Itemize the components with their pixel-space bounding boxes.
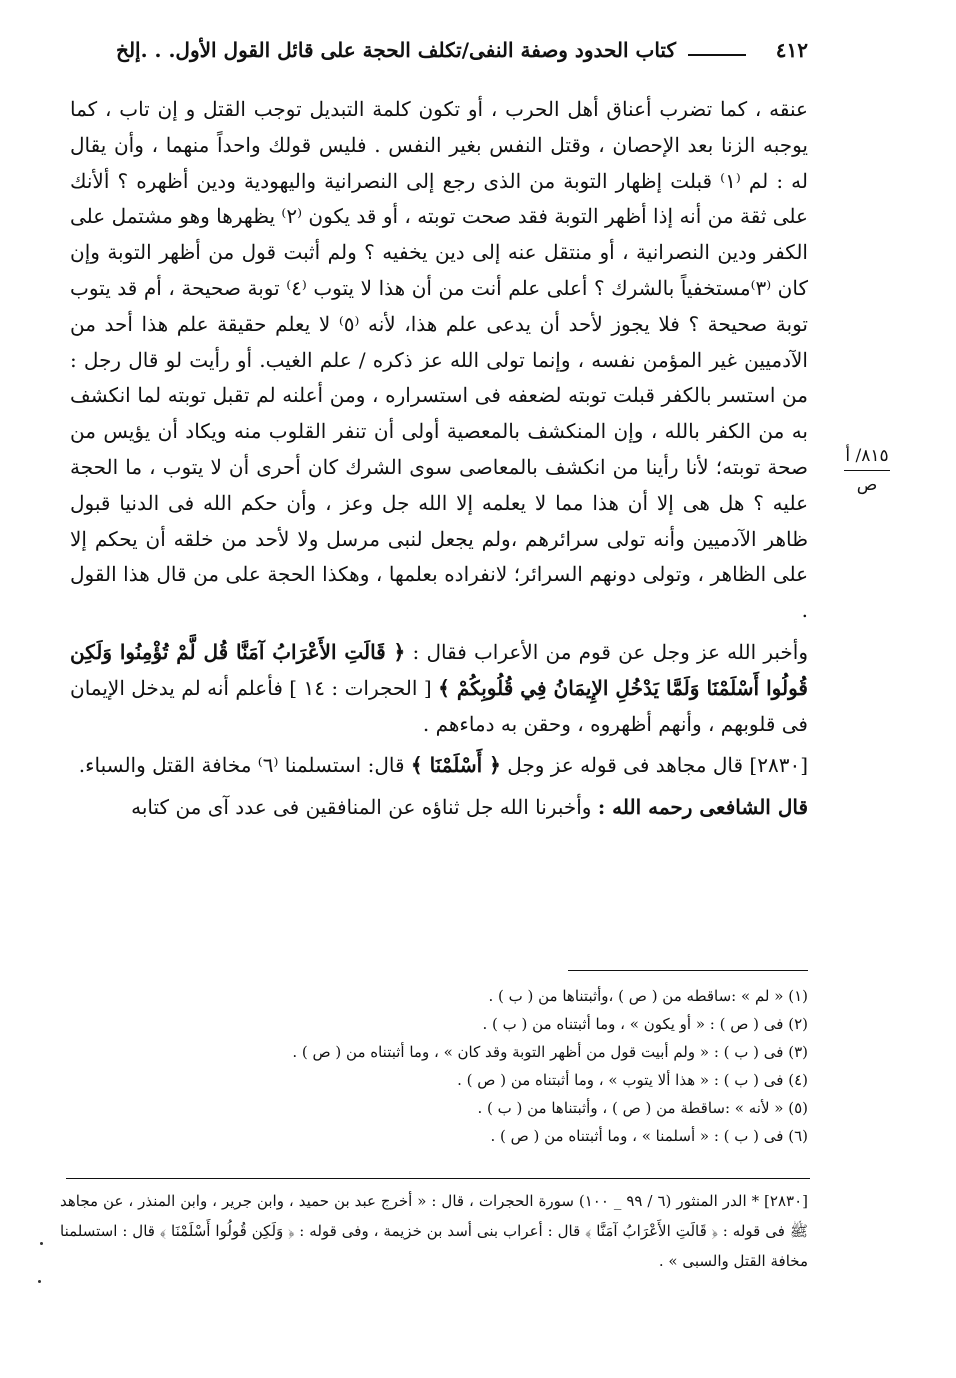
paragraph-1: عنقه ، كما تضرب أعناق أهل الحرب ، أو تكون كلمة التبديل توجب القتل و إن تاب ، كما يوجبه الزنا بعد الإحصان ، وقتل النفس بغير النفس . فليس قولك واحداً منهما ، وأن يقال له : لم ⁽١⁾ قبلت إظهار التوبة من الذى رجع إلى النصرانية واليهودية ودين أظهره ؟ ألأنك على ثقة من أنه إذا أظهر التوبة فقد صحت توبته ، أو قد يكون ⁽٢⁾ يظهرها وهو مشتمل على الكفر ودين النصرانية ، أو منتقل عنه إلى دين يخفيه ؟ ولم أثبت قول من أظهر التوبة وإن كان ⁽٣⁾مستخفياً بالشرك ؟ أعلى علم أنت من أن هذا لا يتوب ⁽٤⁾ توبة صحيحة ، أم قد يتوب توبة صحيحة ؟ فلا يجوز لأحد أن يدعى علم هذا، لأنه ⁽٥⁾ لا يعلم حقيقة علم هذا أحد من الآدميين غير المؤمن نفسه ، وإنما تولى الله عز ذكره / علم الغيب. أو رأيت لو قال رجل : من استسر بالكفر قبلت توبته لضعفه فى استسراره ، ومن أعلنه لم تقبل توبته لما انكشف به من الكفر بالله ، وإن المنكشف بالمعصية أولى أن تنفر القلوب منه ويكاد أن يؤيس من صحة توبته؛ لأنا رأينا من انكشف بالمعاصى سوى الشرك كان أحرى أن لا يتوب ، ما الحجة عليه ؟ هل هى إلا أن هذا مما لا يعلمه إلا الله جل وعز ، وأن حكم الله فى الدنيا قبول ظاهر الآدميين وأنه تولى سرائرهم ،ولم يجعل لنبى مرسل ولا لأحد من خلقه أن يحكم إلا على الظاهر ، وتولى دونهم السرائر؛ لانفراده بعلمها ، وهكذا الحجة على من قال هذا القول . [70,97,808,623]
footnote: (٤) فى ( ب ) : « هذا ألا يتوب » ، وما أثبتناه من ( ص ) . [457,1071,808,1089]
takhrij-notes [60,1186,808,1276]
paragraph-4-lead: قال الشافعى رحمه الله : [597,795,808,820]
scan-speck [38,1280,41,1283]
quran-word: ﴿ أَسْلَمْنَا ﴾ [410,753,501,778]
takhrij-note: [٢٨٣٠] * الدر المنثور (٦ / ٩٩ _ ١٠٠) سورة الحجرات ، قال : « أخرج عبد بن حميد ، وابن جرير ، وابن المنذر ، عن مجاهد ﷺ فى قوله : ﴿ قَالَتِ الأَعْرَابُ آمَنَّا ﴾ قال : أعراب بنى أسد بن خزيمة ، وفى قوله : ﴿ وَلَكِن قُولُوا أَسْلَمْنَا ﴾ قال : استسلمنا مخافة القتل والسبى » . [60,1192,808,1270]
margin-siglum: ص [856,475,878,495]
footnote: (٢) فى ( ص ) : « أو يكون » ، وما أثبتناه من ( ب ) . [482,1015,808,1033]
footnote: (٥) « لأنه » :ساقطة من ( ص ) ، وأثبتناها من ( ب ) . [477,1099,808,1117]
paragraph-2 [70,635,808,742]
paragraph-4-rest: وأخبرنا الله جل ثناؤه عن المنافقين فى عدد آى من كتابه [131,795,598,820]
quran-verse: ﴿ قَالَتِ الأَعْرَابُ آمَنَّا قُل لَّمْ تُؤْمِنُوا وَلَكِن قُولُوا أَسْلَمْنَا وَلَمَّا يَدْخُلِ الإِيمَانُ فِي قُلُوبِكُمْ ﴾ [70,639,808,700]
footnote-rule [568,970,808,971]
margin-folio: ٨١٥/ أ [845,446,889,466]
paragraph-3-intro: [٢٨٣٠] قال مجاهد فى قوله عز وجل [500,753,808,778]
page-number: ٤١٢ [775,38,808,62]
margin-folio-reference [838,444,896,497]
paragraph-3 [70,748,808,784]
paragraph-2-intro: وأخبر الله عز وجل عن قوم من الأعراب فقال : [405,639,808,664]
footnote: (١) « لم » :ساقطه من ( ص ) ،وأثبتناها من ( ب ) . [488,987,808,1005]
running-title: كتاب الحدود وصفة النفى/تكلف الحجة على قائل القول الأول. . .إلخ [116,38,676,62]
footnote: (٣) فى ( ب ) : « ولم أبيت قول من أظهر التوبة وقد كان » ، وما أثبتناه من ( ص ) . [292,1043,808,1061]
header-rule [688,54,746,56]
footnote: (٦) فى ( ب ) : « أسلمنا » ، وما أثبتناه من ( ص ) . [490,1127,808,1145]
main-text [70,92,808,826]
footnotes [148,982,808,1150]
paragraph-2-rest: [ الحجرات : ١٤ ] فأعلم أنه لم يدخل الإيمان فى قلوبهم ، وأنهم أظهروه ، وحقن به دماءهم . [70,675,808,736]
paragraph-4 [70,790,808,826]
paragraph-3-rest: قال: استسلمنا ⁽٦⁾ مخافة القتل والسباء. [78,753,411,778]
margin-rule [844,470,890,471]
takhrij-rule [66,1178,810,1179]
running-header [70,38,808,74]
scan-speck [40,1242,43,1245]
